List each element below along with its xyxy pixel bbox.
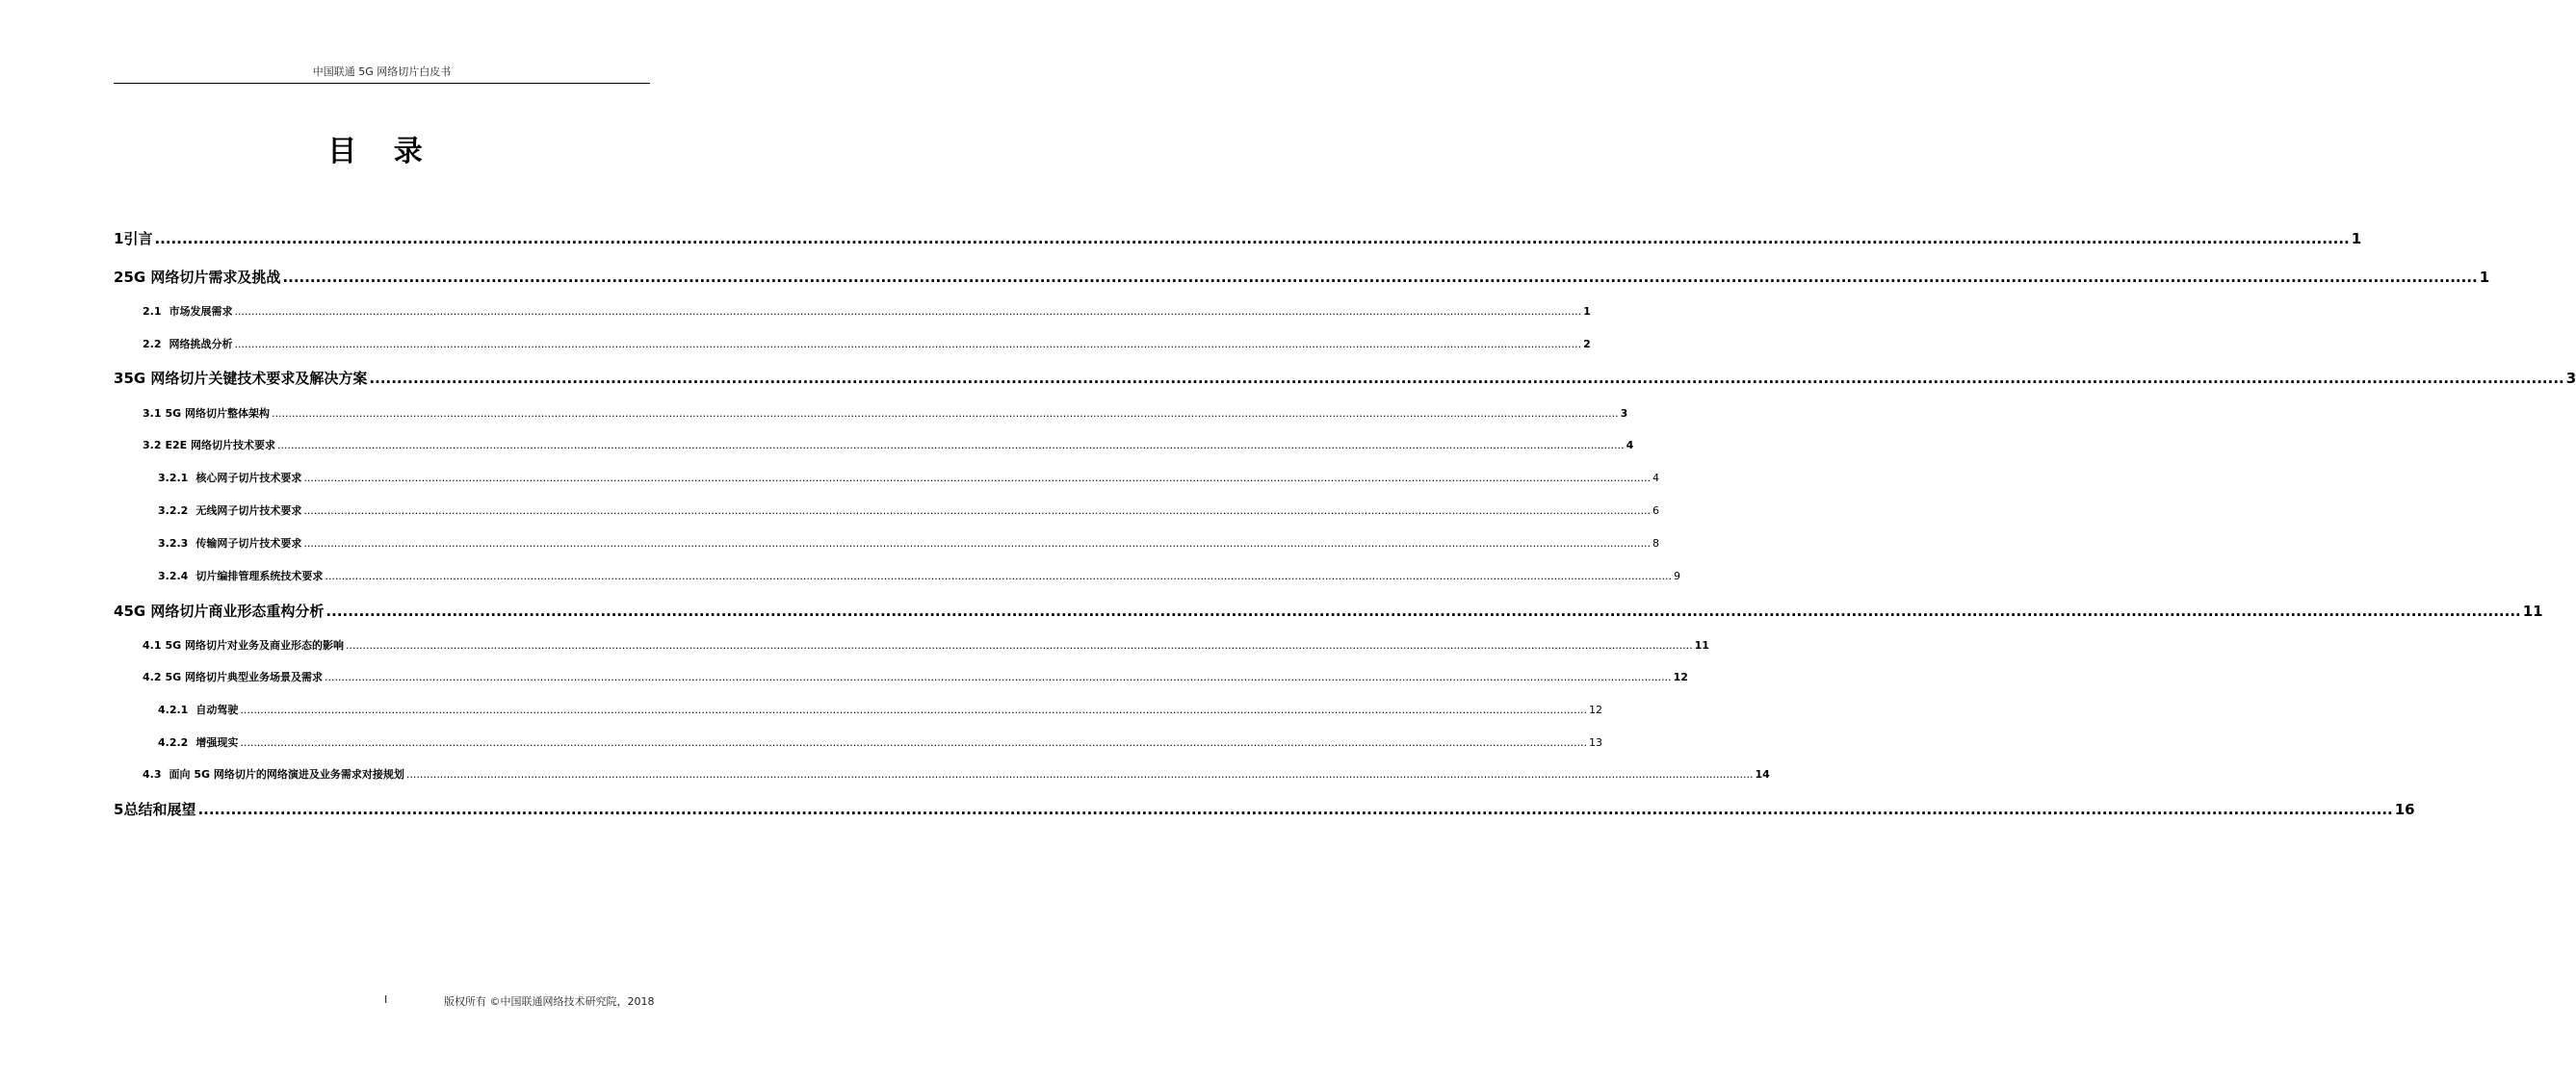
toc-entry-3-2[interactable]: [143, 439, 1634, 451]
toc-entry-page: 13: [1588, 736, 1602, 749]
toc-entry-text: 增强现实: [195, 736, 239, 749]
toc-entry-3-2-3[interactable]: [158, 537, 1659, 550]
toc-entry-page: 3: [1620, 407, 1628, 420]
toc-entry-page: 9: [1673, 570, 1680, 582]
toc-entry-text: 面向 5G 网络切片的网络演进及业务需求对接规划: [169, 768, 404, 781]
toc-leader-dots: ................................................................................................................................................................................................................................................................................................................................................................................................................: [325, 671, 1672, 683]
footer-copyright: 版权所有 ©中国联通网络技术研究院，2018: [444, 995, 655, 1008]
toc-entry-page: 1: [2479, 269, 2490, 286]
toc-entry-page: 1: [2351, 230, 2362, 247]
toc-entry-page: 1: [1583, 305, 1591, 318]
toc-leader-dots: ................................................................................................................................................................................................................................................................................................................................................................................................................: [303, 537, 1651, 550]
toc-entry-1[interactable]: [114, 230, 2362, 247]
toc-entry-page: 16: [2394, 801, 2415, 818]
toc-entry-text: 引言: [123, 230, 153, 247]
toc-entry-number: 3.2.1: [158, 472, 189, 484]
toc-leader-dots: ................................................................................................................................................................................................................................................................................................................................................................................................................: [303, 472, 1651, 484]
toc-leader-dots: ................................................................................................................................................................................................................................................................................................................................................................................................................: [346, 639, 1693, 652]
toc-entry-page: 12: [1588, 704, 1602, 716]
toc-leader-dots: ................................................................................................................................................................................................................................................................................................................................................................................................................: [325, 570, 1672, 582]
toc-entry-text: E2E 网络切片技术要求: [165, 439, 276, 451]
toc-leader-dots: ................................................................................................................................................................................................................................................................................................................................................................................................................: [240, 704, 1587, 716]
toc-entry-4-3[interactable]: [143, 768, 1770, 781]
toc-entry-page: 8: [1652, 537, 1659, 550]
toc-entry-number: 2.1: [143, 305, 162, 318]
toc-entry-number: 4.2.2: [158, 736, 189, 749]
toc-entry-number: 3.2.2: [158, 504, 189, 517]
header-rule: [114, 83, 650, 84]
toc-entry-number: 5: [114, 801, 124, 818]
toc-entry-text: 5G 网络切片典型业务场景及需求: [165, 671, 324, 683]
toc-entry-page: 4: [1652, 472, 1659, 484]
toc-entry-text: 5G 网络切片关键技术要求及解决方案: [123, 370, 368, 387]
toc-entry-page: 11: [1694, 639, 1709, 652]
toc-leader-dots: ................................................................................................................................................................................................................................................................................................................................................................................................................: [405, 768, 1754, 781]
toc-entry-4[interactable]: [114, 603, 2543, 620]
toc-entry-text: 5G 网络切片对业务及商业形态的影响: [165, 639, 345, 652]
toc-entry-3-1[interactable]: [143, 407, 1628, 420]
toc-entry-4-2[interactable]: [143, 671, 1688, 683]
toc-entry-number: 4.2.1: [158, 704, 189, 716]
toc-entry-number: 3.1: [143, 407, 162, 420]
toc-entry-page: 4: [1626, 439, 1634, 451]
toc-entry-page: 6: [1652, 504, 1659, 517]
toc-entry-3-2-1[interactable]: [158, 472, 1659, 484]
toc-entry-page: 12: [1673, 671, 1688, 683]
toc-entry-text: 切片编排管理系统技术要求: [195, 570, 324, 582]
page-header: 中国联通 5G 网络切片白皮书: [312, 65, 452, 78]
toc-entry-2-2[interactable]: [143, 338, 1591, 350]
toc-leader-dots: ................................................................................................................................................................................................................................................................................................................................................................................................................: [282, 269, 2478, 286]
toc-leader-dots: ................................................................................................................................................................................................................................................................................................................................................................................................................: [369, 370, 2564, 387]
toc-entry-text: 核心网子切片技术要求: [195, 472, 302, 484]
toc-entry-3[interactable]: [114, 370, 2576, 387]
toc-entry-number: 4.3: [143, 768, 162, 781]
toc-entry-page: 14: [1755, 768, 1770, 781]
toc-entry-text: 网络挑战分析: [169, 338, 233, 350]
toc-entry-4-2-1[interactable]: [158, 704, 1602, 716]
toc-entry-page: 2: [1583, 338, 1591, 350]
toc-leader-dots: ................................................................................................................................................................................................................................................................................................................................................................................................................: [234, 305, 1582, 318]
toc-entry-text: 市场发展需求: [169, 305, 233, 318]
toc-entry-number: 1: [114, 230, 124, 247]
toc-entry-5[interactable]: [114, 801, 2415, 818]
toc-entry-4-1[interactable]: [143, 639, 1709, 652]
toc-entry-text: 自动驾驶: [195, 704, 239, 716]
toc-entry-number: 3: [114, 370, 124, 387]
toc-title: 目 录: [327, 135, 436, 168]
toc-entry-number: 4.1: [143, 639, 162, 652]
toc-entry-2-1[interactable]: [143, 305, 1591, 318]
toc-entry-text: 传输网子切片技术要求: [195, 537, 302, 550]
toc-entry-page: 3: [2565, 370, 2576, 387]
toc-entry-number: 3.2: [143, 439, 162, 451]
toc-leader-dots: ................................................................................................................................................................................................................................................................................................................................................................................................................: [303, 504, 1651, 517]
toc-leader-dots: ................................................................................................................................................................................................................................................................................................................................................................................................................: [277, 439, 1625, 451]
toc-entry-text: 5G 网络切片整体架构: [165, 407, 271, 420]
toc-leader-dots: ................................................................................................................................................................................................................................................................................................................................................................................................................: [234, 338, 1582, 350]
toc-leader-dots: ................................................................................................................................................................................................................................................................................................................................................................................................................: [240, 736, 1587, 749]
toc-entry-text: 5G 网络切片需求及挑战: [123, 269, 281, 286]
footer-page-number: I: [384, 993, 388, 1006]
toc-entry-number: 4.2: [143, 671, 162, 683]
toc-leader-dots: ................................................................................................................................................................................................................................................................................................................................................................................................................: [197, 801, 2393, 818]
toc-entry-number: 3.2.3: [158, 537, 189, 550]
toc-entry-3-2-4[interactable]: [158, 570, 1680, 582]
toc-leader-dots: ................................................................................................................................................................................................................................................................................................................................................................................................................: [325, 603, 2521, 620]
toc-entry-text: 5G 网络切片商业形态重构分析: [123, 603, 325, 620]
toc-entry-number: 2: [114, 269, 124, 286]
toc-leader-dots: ................................................................................................................................................................................................................................................................................................................................................................................................................: [154, 230, 2350, 247]
toc-entry-number: 3.2.4: [158, 570, 189, 582]
toc-leader-dots: ................................................................................................................................................................................................................................................................................................................................................................................................................: [272, 407, 1619, 420]
toc-entry-3-2-2[interactable]: [158, 504, 1659, 517]
toc-entry-page: 11: [2522, 603, 2543, 620]
toc-entry-2[interactable]: [114, 269, 2490, 286]
toc-entry-4-2-2[interactable]: [158, 736, 1602, 749]
toc-entry-number: 2.2: [143, 338, 162, 350]
toc-entry-number: 4: [114, 603, 124, 620]
toc-entry-text: 无线网子切片技术要求: [195, 504, 302, 517]
toc-entry-text: 总结和展望: [123, 801, 196, 818]
